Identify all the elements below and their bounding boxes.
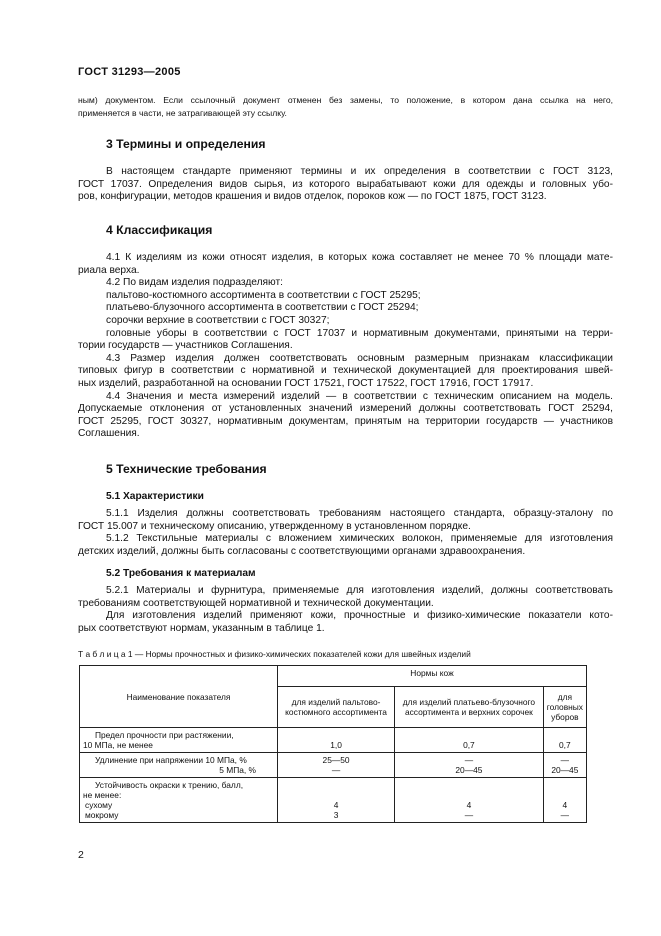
table-header-cell: Нормы кож (277, 666, 586, 687)
text-line: 4.1 К изделиям из кожи относят изделия, в которых кожа составляет не менее 70 % площади мате- (106, 252, 613, 263)
table-cell (395, 753, 544, 778)
text-line: ГОСТ 25295, ГОСТ 30327, нормативным документам, принятым на территории государств — участников (78, 415, 613, 427)
text-line: ГОСТ 17037. Определения видов сырья, из которого вырабатывают кожи для одежды и головных убо- (78, 178, 613, 190)
table-row (80, 753, 587, 778)
table-cell (80, 778, 278, 823)
section-4-paragraph (78, 252, 613, 441)
text-line: применяется в части, не затрагивающей эту ссылку. (78, 108, 287, 118)
text-line: 4.2 По видам изделия подразделяют: (106, 277, 283, 289)
cell-text: 5 МПа, % (219, 765, 256, 775)
table-cell (277, 753, 394, 778)
cell-text: — (560, 810, 570, 820)
text-line: 5.1.2 Текстильные материалы с вложением химических волокон, применяемые для изготовления (106, 533, 613, 545)
text-line: рых соответствуют нормам, указанным в таблице 1. (78, 622, 325, 634)
table-cell (543, 778, 586, 823)
page-number: 2 (78, 849, 84, 861)
section-heading: 5 Технические требования (106, 462, 267, 476)
text-line: ных изделий, разработанной на основании ГОСТ 17521, ГОСТ 17522, ГОСТ 17916, ГОСТ 17917. (78, 377, 534, 389)
subsection-heading: 5.2 Требования к материалам (106, 568, 256, 579)
text-line: ров, конфигурации, методов крашения и видов отделок, пороков кож — по ГОСТ 1875, ГОСТ 3123. (78, 191, 547, 203)
section-heading: 4 Классификация (106, 223, 213, 237)
section-5-2-paragraph (78, 585, 613, 635)
cell-text: 3 (333, 810, 339, 820)
cell-text: Устойчивость окраски к трению, балл, (95, 780, 244, 790)
subsection-heading: 5.1 Характеристики (106, 491, 204, 502)
document-header: ГОСТ 31293—2005 (78, 66, 181, 78)
text-line: риала верха. (78, 264, 140, 276)
cell-text: 20—45 (455, 765, 483, 775)
text-line: ным) документом. Если ссылочный документ отменен без замены, то положение, в котором дана ссылка на него, (78, 95, 613, 105)
cell-text: 20—45 (551, 765, 579, 775)
table-cell: 0,7 (395, 728, 544, 753)
text-line: детских изделий, должны быть согласованы с соответствующими органами здравоохранения. (78, 545, 526, 557)
table-row (80, 728, 587, 753)
table-cell (395, 778, 544, 823)
cell-text: сухому (85, 800, 113, 810)
cell-text: 4 (466, 800, 472, 810)
cell-text: 4 (333, 800, 339, 810)
text-line: Соглашения. (78, 428, 140, 440)
text-line: головные уборы в соответствии с ГОСТ 17037 и нормативным документами, принятыми на терри- (106, 327, 613, 339)
cell-text: 4 (562, 800, 568, 810)
table-cell (80, 728, 278, 753)
cell-text: мокрому (85, 810, 119, 820)
table-cell (80, 753, 278, 778)
intro-paragraph (78, 94, 613, 120)
cell-text: — (331, 765, 341, 775)
cell-text: Удлинение при напряжении 10 МПа, % (95, 755, 247, 765)
cell-text: не менее: (83, 790, 122, 800)
table-row (80, 778, 587, 823)
text-line: требованиям соответствующей нормативной и технической документации. (78, 597, 434, 609)
text-line: тории государств — участников Соглашения. (78, 340, 293, 352)
table-caption: Т а б л и ц а 1 — Нормы прочностных и физико-химических показателей кожи для швейных изделий (78, 649, 471, 659)
text-line: 4.3 Размер изделия должен соответствовать основным размерным признакам классификации (106, 352, 613, 364)
table-cell (543, 753, 586, 778)
text-line: 4.4 Значения и места измерений изделий — в соответствии с техническим описанием на модель. (106, 390, 613, 402)
text-line: 5.1.1 Изделия должны соответствовать требованиям настоящего стандарта, образцу-эталону по (106, 508, 613, 519)
table-header-cell: для изделий пальтово-костюмного ассортимента (277, 687, 394, 728)
section-heading: 3 Термины и определения (106, 137, 266, 151)
cell-text: 25—50 (322, 755, 350, 765)
section-3-paragraph (78, 166, 613, 204)
table-cell (277, 778, 394, 823)
table-header-cell: для головных уборов (543, 687, 586, 728)
text-line: 5.2.1 Материалы и фурнитура, применяемые для изготовления изделий, должны соответствовать (106, 585, 613, 596)
text-line: Для изготовления изделий применяют кожи, прочностные и физико-химические показатели кото- (106, 610, 613, 622)
table-cell: 1,0 (277, 728, 394, 753)
section-5-1-paragraph (78, 508, 613, 558)
text-line: типовых фигур в соответствии с нормативной и технической документацией для проектирования швей- (78, 365, 613, 377)
cell-text: — (464, 755, 474, 765)
text-line: Допускаемые отклонения от установленных значений измерений должны соответствовать ГОСТ 25294, (78, 403, 613, 415)
text-line: В настоящем стандарте применяют термины и их определения в соответствии с ГОСТ 3123, (106, 166, 613, 177)
table-header-cell: Наименование показателя (80, 666, 278, 728)
table-header-cell: для изделий платьево-блузочного ассортимента и верхних сорочек (395, 687, 544, 728)
cell-text: 10 МПа, не менее (83, 740, 153, 750)
text-line: сорочки верхние в соответствии с ГОСТ 30327; (106, 314, 330, 326)
norms-table (79, 665, 587, 823)
text-line: платьево-блузочного ассортимента в соответствии с ГОСТ 25294; (106, 302, 419, 314)
table-cell: 0,7 (543, 728, 586, 753)
text-line: пальтово-костюмного ассортимента в соответствии с ГОСТ 25295; (106, 289, 421, 301)
cell-text: Предел прочности при растяжении, (95, 730, 234, 740)
text-line: ГОСТ 15.007 и техническому описанию, утвержденному в установленном порядке. (78, 520, 471, 532)
table-header-row (80, 666, 587, 687)
cell-text: — (464, 810, 474, 820)
cell-text: — (560, 755, 570, 765)
